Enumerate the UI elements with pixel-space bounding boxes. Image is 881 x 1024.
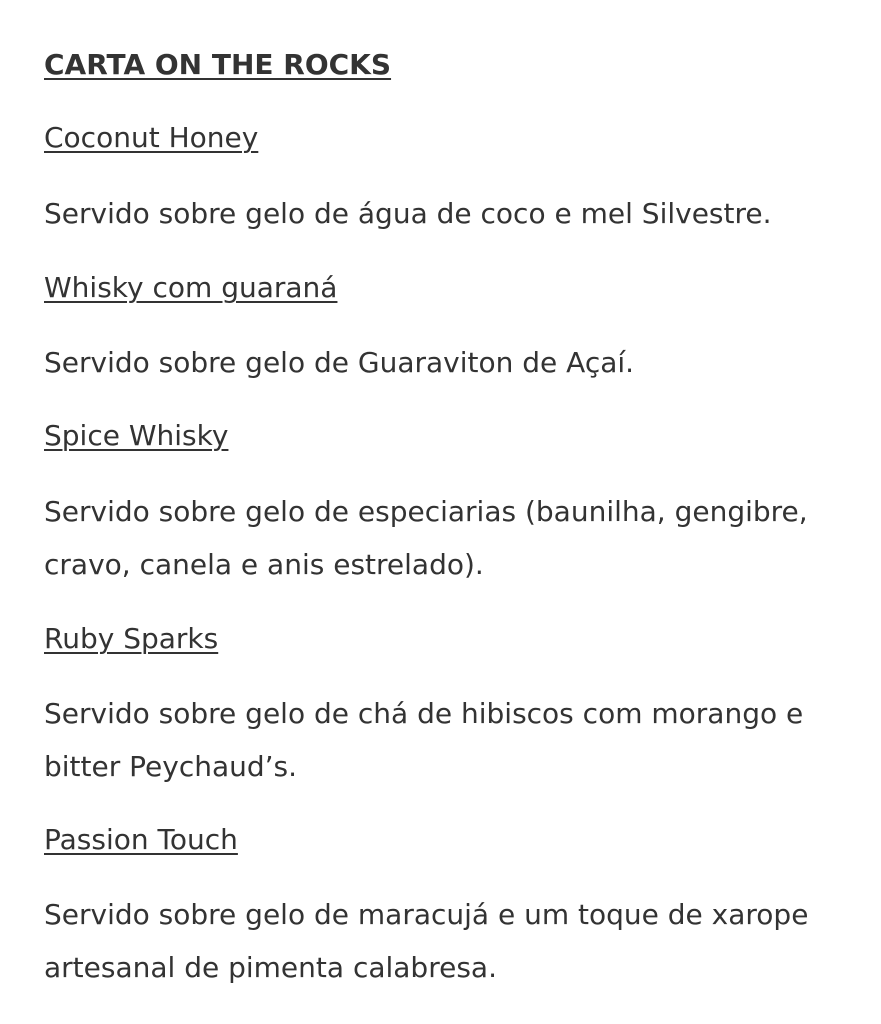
item-description: Servido sobre gelo de água de coco e mel Silvestre. (44, 197, 772, 230)
item-description: Servido sobre gelo de Guaraviton de Açaí. (44, 346, 635, 379)
item-name-link[interactable]: Spice Whisky (44, 419, 229, 452)
item-description: Servido sobre gelo de chá de hibiscos com morango e bitter Peychaud’s. (44, 697, 804, 783)
item-description: Servido sobre gelo de especiarias (baunilha, gengibre, cravo, canela e anis estrelado). (44, 495, 808, 581)
item-name-link[interactable]: Passion Touch (44, 823, 238, 856)
item-description: Servido sobre gelo de maracujá e um toque de xarope artesanal de pimenta calabresa. (44, 898, 809, 984)
item-name-link[interactable]: Whisky com guaraná (44, 271, 338, 304)
item-name-link[interactable]: Ruby Sparks (44, 622, 219, 655)
item-name-link[interactable]: Coconut Honey (44, 121, 259, 154)
menu-title: CARTA ON THE ROCKS (44, 48, 392, 81)
